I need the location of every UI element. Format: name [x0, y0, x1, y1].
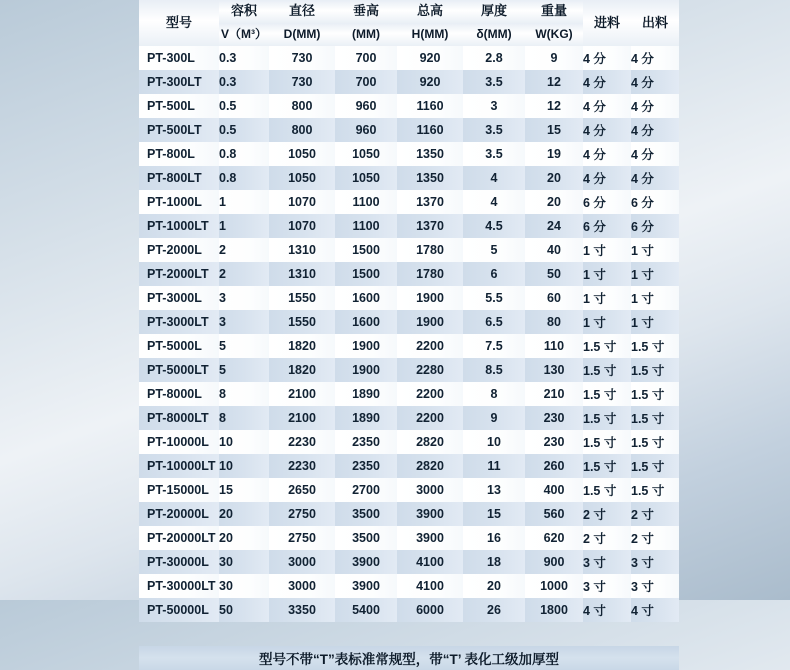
- cell-theight: 3900: [397, 526, 463, 550]
- cell-thickness: 9: [463, 406, 525, 430]
- cell-volume: 0.5: [219, 118, 269, 142]
- cell-thickness: 11: [463, 454, 525, 478]
- cell-weight: 19: [525, 142, 583, 166]
- cell-thickness: 2.8: [463, 46, 525, 70]
- cell-theight: 1350: [397, 142, 463, 166]
- cell-thickness: 15: [463, 502, 525, 526]
- cell-weight: 24: [525, 214, 583, 238]
- table-row: [139, 142, 679, 166]
- cell-vheight: 2350: [335, 454, 397, 478]
- cell-weight: 400: [525, 478, 583, 502]
- cell-outlet: 1 寸: [631, 238, 679, 262]
- cell-volume: 3: [219, 286, 269, 310]
- cell-vheight: 2700: [335, 478, 397, 502]
- header-volume-title: 容积: [219, 0, 269, 23]
- cell-thickness: 8: [463, 382, 525, 406]
- cell-model: PT-3000L: [139, 286, 219, 310]
- cell-model: PT-300L: [139, 46, 219, 70]
- cell-thickness: 3.5: [463, 70, 525, 94]
- cell-volume: 0.3: [219, 70, 269, 94]
- cell-thickness: 3.5: [463, 118, 525, 142]
- cell-diameter: 2750: [269, 526, 335, 550]
- cell-outlet: 6 分: [631, 190, 679, 214]
- cell-thickness: 8.5: [463, 358, 525, 382]
- cell-volume: 2: [219, 238, 269, 262]
- cell-volume: 1: [219, 214, 269, 238]
- cell-inlet: 1.5 寸: [583, 358, 631, 382]
- cell-outlet: 6 分: [631, 214, 679, 238]
- table-row: [139, 598, 679, 622]
- table-row: [139, 286, 679, 310]
- cell-weight: 130: [525, 358, 583, 382]
- cell-vheight: 1890: [335, 406, 397, 430]
- cell-outlet: 1.5 寸: [631, 382, 679, 406]
- header-weight-unit: W(KG): [525, 23, 583, 46]
- cell-inlet: 3 寸: [583, 574, 631, 598]
- footer-spacer: [139, 622, 679, 646]
- table-row: [139, 430, 679, 454]
- table-row: [139, 238, 679, 262]
- cell-weight: 12: [525, 94, 583, 118]
- footer-spacer-cell: [139, 622, 679, 646]
- cell-inlet: 1.5 寸: [583, 454, 631, 478]
- cell-model: PT-10000L: [139, 430, 219, 454]
- cell-inlet: 4 分: [583, 142, 631, 166]
- cell-diameter: 1050: [269, 142, 335, 166]
- cell-model: PT-800LT: [139, 166, 219, 190]
- cell-volume: 0.3: [219, 46, 269, 70]
- cell-vheight: 1600: [335, 310, 397, 334]
- cell-weight: 50: [525, 262, 583, 286]
- header-vertical-height-title: 垂高: [335, 0, 397, 23]
- cell-vheight: 1100: [335, 190, 397, 214]
- cell-diameter: 3000: [269, 574, 335, 598]
- cell-outlet: 4 分: [631, 166, 679, 190]
- cell-vheight: 1100: [335, 214, 397, 238]
- table-row: [139, 94, 679, 118]
- table-body: [139, 46, 679, 622]
- cell-theight: 1900: [397, 310, 463, 334]
- cell-diameter: 2100: [269, 406, 335, 430]
- cell-outlet: 4 分: [631, 94, 679, 118]
- cell-theight: 1370: [397, 214, 463, 238]
- cell-vheight: 700: [335, 46, 397, 70]
- cell-diameter: 1310: [269, 262, 335, 286]
- table-row: [139, 334, 679, 358]
- cell-inlet: 1 寸: [583, 286, 631, 310]
- cell-diameter: 1550: [269, 310, 335, 334]
- cell-diameter: 730: [269, 70, 335, 94]
- table-row: [139, 478, 679, 502]
- cell-model: PT-8000L: [139, 382, 219, 406]
- cell-model: PT-2000LT: [139, 262, 219, 286]
- cell-vheight: 1900: [335, 334, 397, 358]
- cell-diameter: 2650: [269, 478, 335, 502]
- cell-theight: 3000: [397, 478, 463, 502]
- table-row: [139, 70, 679, 94]
- cell-vheight: 1890: [335, 382, 397, 406]
- cell-thickness: 5: [463, 238, 525, 262]
- cell-outlet: 4 分: [631, 118, 679, 142]
- cell-theight: 4100: [397, 574, 463, 598]
- cell-volume: 20: [219, 526, 269, 550]
- cell-weight: 12: [525, 70, 583, 94]
- cell-diameter: 730: [269, 46, 335, 70]
- cell-weight: 260: [525, 454, 583, 478]
- cell-outlet: 4 分: [631, 70, 679, 94]
- cell-model: PT-8000LT: [139, 406, 219, 430]
- header-thickness-unit: δ(MM): [463, 23, 525, 46]
- cell-inlet: 4 分: [583, 118, 631, 142]
- cell-vheight: 2350: [335, 430, 397, 454]
- cell-outlet: 2 寸: [631, 526, 679, 550]
- cell-thickness: 3: [463, 94, 525, 118]
- table-row: [139, 454, 679, 478]
- cell-inlet: 4 分: [583, 70, 631, 94]
- cell-volume: 0.5: [219, 94, 269, 118]
- cell-volume: 1: [219, 190, 269, 214]
- cell-model: PT-20000L: [139, 502, 219, 526]
- cell-diameter: 3000: [269, 550, 335, 574]
- cell-outlet: 1.5 寸: [631, 430, 679, 454]
- cell-vheight: 1500: [335, 262, 397, 286]
- cell-outlet: 4 寸: [631, 598, 679, 622]
- cell-diameter: 2100: [269, 382, 335, 406]
- cell-model: PT-20000LT: [139, 526, 219, 550]
- header-model: 型号: [139, 0, 219, 46]
- header-total-height-unit: H(MM): [397, 23, 463, 46]
- cell-outlet: 3 寸: [631, 550, 679, 574]
- header-diameter-title: 直径: [269, 0, 335, 23]
- table-footer: [139, 622, 679, 670]
- cell-outlet: 1 寸: [631, 310, 679, 334]
- cell-diameter: 1070: [269, 190, 335, 214]
- cell-outlet: 1 寸: [631, 286, 679, 310]
- cell-outlet: 1.5 寸: [631, 454, 679, 478]
- table-row: [139, 502, 679, 526]
- cell-weight: 560: [525, 502, 583, 526]
- cell-inlet: 4 分: [583, 46, 631, 70]
- cell-model: PT-5000L: [139, 334, 219, 358]
- cell-volume: 30: [219, 550, 269, 574]
- cell-theight: 920: [397, 70, 463, 94]
- cell-volume: 8: [219, 382, 269, 406]
- cell-weight: 20: [525, 166, 583, 190]
- table-row: [139, 190, 679, 214]
- cell-vheight: 700: [335, 70, 397, 94]
- cell-inlet: 2 寸: [583, 526, 631, 550]
- specification-table: [139, 0, 679, 670]
- cell-thickness: 7.5: [463, 334, 525, 358]
- cell-weight: 20: [525, 190, 583, 214]
- cell-thickness: 16: [463, 526, 525, 550]
- cell-weight: 230: [525, 406, 583, 430]
- cell-model: PT-500L: [139, 94, 219, 118]
- cell-outlet: 2 寸: [631, 502, 679, 526]
- cell-theight: 2200: [397, 334, 463, 358]
- cell-inlet: 4 分: [583, 166, 631, 190]
- cell-theight: 2280: [397, 358, 463, 382]
- cell-theight: 2820: [397, 454, 463, 478]
- cell-vheight: 1500: [335, 238, 397, 262]
- cell-model: PT-2000L: [139, 238, 219, 262]
- cell-weight: 60: [525, 286, 583, 310]
- cell-model: PT-30000L: [139, 550, 219, 574]
- cell-outlet: 1.5 寸: [631, 406, 679, 430]
- cell-theight: 1160: [397, 118, 463, 142]
- cell-volume: 0.8: [219, 142, 269, 166]
- header-vertical-height-unit: (MM): [335, 23, 397, 46]
- cell-vheight: 1050: [335, 142, 397, 166]
- table-row: [139, 526, 679, 550]
- cell-inlet: 2 寸: [583, 502, 631, 526]
- cell-theight: 1900: [397, 286, 463, 310]
- cell-vheight: 3900: [335, 550, 397, 574]
- table-row: [139, 118, 679, 142]
- cell-inlet: 4 寸: [583, 598, 631, 622]
- cell-volume: 3: [219, 310, 269, 334]
- cell-inlet: 1.5 寸: [583, 478, 631, 502]
- cell-inlet: 1.5 寸: [583, 334, 631, 358]
- cell-diameter: 1550: [269, 286, 335, 310]
- cell-model: PT-50000L: [139, 598, 219, 622]
- cell-volume: 8: [219, 406, 269, 430]
- cell-thickness: 18: [463, 550, 525, 574]
- cell-model: PT-30000LT: [139, 574, 219, 598]
- cell-vheight: 960: [335, 94, 397, 118]
- cell-weight: 80: [525, 310, 583, 334]
- cell-weight: 900: [525, 550, 583, 574]
- cell-thickness: 4: [463, 166, 525, 190]
- cell-outlet: 3 寸: [631, 574, 679, 598]
- footer-note: 型号不带“T”表标准常规型，带“T’ 表化工级加厚型: [139, 646, 679, 670]
- cell-vheight: 1050: [335, 166, 397, 190]
- table-row: [139, 166, 679, 190]
- cell-thickness: 3.5: [463, 142, 525, 166]
- cell-thickness: 5.5: [463, 286, 525, 310]
- cell-thickness: 26: [463, 598, 525, 622]
- cell-outlet: 4 分: [631, 46, 679, 70]
- cell-inlet: 6 分: [583, 214, 631, 238]
- cell-model: PT-800L: [139, 142, 219, 166]
- cell-inlet: 1 寸: [583, 310, 631, 334]
- cell-vheight: 5400: [335, 598, 397, 622]
- cell-inlet: 6 分: [583, 190, 631, 214]
- cell-volume: 10: [219, 454, 269, 478]
- cell-outlet: 1 寸: [631, 262, 679, 286]
- cell-thickness: 6: [463, 262, 525, 286]
- header-outlet: 出料: [631, 0, 679, 46]
- table-row: [139, 574, 679, 598]
- cell-thickness: 13: [463, 478, 525, 502]
- table-row: [139, 550, 679, 574]
- cell-diameter: 1310: [269, 238, 335, 262]
- cell-weight: 40: [525, 238, 583, 262]
- cell-model: PT-500LT: [139, 118, 219, 142]
- cell-volume: 50: [219, 598, 269, 622]
- cell-diameter: 2750: [269, 502, 335, 526]
- cell-theight: 3900: [397, 502, 463, 526]
- cell-theight: 4100: [397, 550, 463, 574]
- table-row: [139, 406, 679, 430]
- cell-model: PT-1000LT: [139, 214, 219, 238]
- cell-model: PT-15000L: [139, 478, 219, 502]
- cell-thickness: 20: [463, 574, 525, 598]
- header-volume-unit: V（M³）: [219, 23, 269, 46]
- cell-theight: 1350: [397, 166, 463, 190]
- table-header-row-titles: [139, 0, 679, 23]
- cell-vheight: 3900: [335, 574, 397, 598]
- cell-model: PT-300LT: [139, 70, 219, 94]
- cell-volume: 10: [219, 430, 269, 454]
- cell-weight: 1000: [525, 574, 583, 598]
- header-diameter-unit: D(MM): [269, 23, 335, 46]
- header-weight-title: 重量: [525, 0, 583, 23]
- cell-model: PT-3000LT: [139, 310, 219, 334]
- cell-theight: 6000: [397, 598, 463, 622]
- cell-thickness: 4.5: [463, 214, 525, 238]
- cell-thickness: 6.5: [463, 310, 525, 334]
- cell-theight: 1780: [397, 262, 463, 286]
- cell-vheight: 1600: [335, 286, 397, 310]
- cell-volume: 5: [219, 334, 269, 358]
- cell-volume: 0.8: [219, 166, 269, 190]
- cell-outlet: 1.5 寸: [631, 334, 679, 358]
- cell-diameter: 2230: [269, 454, 335, 478]
- cell-inlet: 4 分: [583, 94, 631, 118]
- footer-note-row: [139, 646, 679, 670]
- cell-diameter: 1070: [269, 214, 335, 238]
- cell-thickness: 10: [463, 430, 525, 454]
- cell-theight: 2200: [397, 382, 463, 406]
- table-row: [139, 214, 679, 238]
- cell-volume: 2: [219, 262, 269, 286]
- header-total-height-title: 总高: [397, 0, 463, 23]
- cell-inlet: 1 寸: [583, 238, 631, 262]
- cell-volume: 30: [219, 574, 269, 598]
- table-header: [139, 0, 679, 46]
- cell-volume: 15: [219, 478, 269, 502]
- cell-thickness: 4: [463, 190, 525, 214]
- cell-inlet: 1.5 寸: [583, 382, 631, 406]
- cell-weight: 1800: [525, 598, 583, 622]
- cell-vheight: 1900: [335, 358, 397, 382]
- cell-volume: 5: [219, 358, 269, 382]
- cell-weight: 9: [525, 46, 583, 70]
- cell-inlet: 1.5 寸: [583, 406, 631, 430]
- cell-inlet: 1.5 寸: [583, 430, 631, 454]
- cell-inlet: 3 寸: [583, 550, 631, 574]
- cell-theight: 1370: [397, 190, 463, 214]
- cell-diameter: 1820: [269, 334, 335, 358]
- cell-weight: 210: [525, 382, 583, 406]
- cell-model: PT-1000L: [139, 190, 219, 214]
- cell-theight: 920: [397, 46, 463, 70]
- cell-diameter: 800: [269, 118, 335, 142]
- cell-diameter: 1050: [269, 166, 335, 190]
- cell-weight: 620: [525, 526, 583, 550]
- cell-theight: 2200: [397, 406, 463, 430]
- header-thickness-title: 厚度: [463, 0, 525, 23]
- cell-inlet: 1 寸: [583, 262, 631, 286]
- cell-outlet: 1.5 寸: [631, 478, 679, 502]
- cell-model: PT-5000LT: [139, 358, 219, 382]
- cell-diameter: 2230: [269, 430, 335, 454]
- header-inlet: 进料: [583, 0, 631, 46]
- cell-diameter: 1820: [269, 358, 335, 382]
- cell-diameter: 800: [269, 94, 335, 118]
- cell-volume: 20: [219, 502, 269, 526]
- cell-weight: 230: [525, 430, 583, 454]
- cell-outlet: 4 分: [631, 142, 679, 166]
- table-row: [139, 382, 679, 406]
- cell-theight: 2820: [397, 430, 463, 454]
- table-row: [139, 358, 679, 382]
- cell-theight: 1160: [397, 94, 463, 118]
- cell-outlet: 1.5 寸: [631, 358, 679, 382]
- spec-table-container: [139, 0, 668, 670]
- cell-theight: 1780: [397, 238, 463, 262]
- cell-weight: 15: [525, 118, 583, 142]
- cell-vheight: 3500: [335, 526, 397, 550]
- cell-vheight: 3500: [335, 502, 397, 526]
- cell-vheight: 960: [335, 118, 397, 142]
- cell-diameter: 3350: [269, 598, 335, 622]
- cell-model: PT-10000LT: [139, 454, 219, 478]
- table-row: [139, 46, 679, 70]
- cell-weight: 110: [525, 334, 583, 358]
- table-row: [139, 310, 679, 334]
- table-row: [139, 262, 679, 286]
